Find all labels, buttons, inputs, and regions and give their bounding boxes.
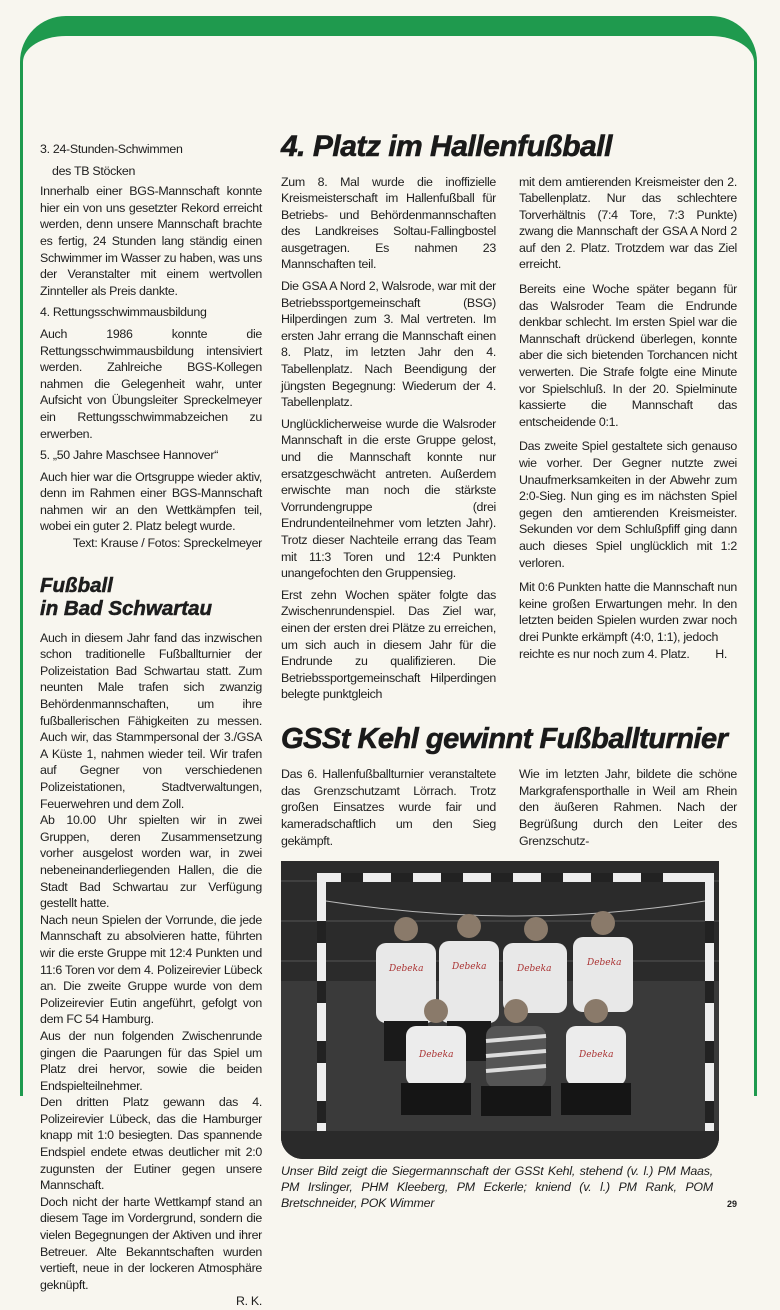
item5-title: 5. „50 Jahre Maschsee Hannover“ — [40, 448, 219, 463]
right-area — [281, 130, 737, 1211]
kehl-columns — [281, 766, 737, 849]
team-photo-image — [281, 861, 719, 1159]
photo-caption: Unser Bild zeigt die Siegermannschaft der GSSt Kehl, stehend (v. l.) PM Maas, PM Irslinger, PHM Kleeberg, PM Eckerle; kniend (v. l.) PM Rank, POM Bretschneider, POK Wimmer — [281, 1164, 713, 1211]
item5-text: Auch hier war die Ortsgruppe wieder aktiv, denn im Rahmen einer BGS-Mannschaft nahmen wir an den Wettkämpfen teil, wobei ein guter 2. Platz belegt wurde. — [40, 469, 262, 534]
team-photo — [281, 861, 719, 1159]
paragraph: Auch in diesem Jahr fand das inzwischen schon traditionelle Fußballturnier der Polizeistation Bad Schwartau statt. Zum neunten Male trafen sich zwanzig Behördenmannschaften, um ihre fußballerischen Fähigkeiten zu messen. Auch wir, das Stammpersonal der 3./GSA A Küste 1, nahmen wieder teil. Wir trafen auf Gegner von verschiedenen Polizeistationen, Stadtverwaltungen, Feuerwehren und dem Zoll. — [40, 630, 262, 811]
paragraph: Wie im letzten Jahr, bildete die schöne Markgrafensporthalle in Weil am Rhein den äußeren Rahmen. Nach der Begrüßung durch den Leiter des Grenzschutz- — [519, 767, 737, 848]
paragraph: Aus der nun folgenden Zwischenrunde gingen die Paarungen für das Spiel um Platz drei hervor, sowie die beiden Endspielteilnehmer. — [40, 1028, 262, 1093]
hallenfussball-col1 — [281, 174, 496, 703]
hallenfussball-col2 — [519, 174, 737, 703]
svg-text:Debeka: Debeka — [452, 962, 487, 973]
item3-title: 3. 24-Stunden-Schwimmen — [40, 142, 183, 156]
item3-text: Innerhalb einer BGS-Mannschaft konnte hier ein von uns gesetzter Rekord erreicht werden, denn unsere Mannschaft brachte es fertig, 24 Stunden lang ständig einen Schwimmer im Wasser zu haben, was uns der Veranstalter mit einem wertvollen Zinnteller als Preis dankte. — [40, 184, 262, 298]
caption-row — [281, 1159, 737, 1211]
svg-text:Debeka: Debeka — [389, 964, 424, 975]
title-line-2: in Bad Schwartau — [40, 596, 213, 620]
text: reichte es nur noch zum 4. Platz. — [519, 646, 690, 661]
paragraph: Bereits eine Woche später begann für das Walsroder Team die Endrunde denkbar schlecht. Im ersten Spiel war die Mannschaft drückend überlegen, konnte aber die sich bietenden Torchancen nicht verwerten. Die Strafe folgte eine Minute vor Spielschluß. In der 20. Spielminute kassierte die Mannschaft das entscheidende 0:1. — [519, 282, 737, 429]
paragraph: Die GSA A Nord 2, Walsrode, war mit der Betriebssportgemeinschaft (BSG) Hilperdingen zum 3. Mal vertreten. Im ersten Jahr errang die Mannschaft einen 8. Platz, im letzten Jahr den 4. Tabellenplatz. Nach Beendigung der jüngsten Begegnung: Wiederum der 4. Tabellenplatz. — [281, 279, 496, 410]
paragraph: Mit 0:6 Punkten hatte die Mannschaft nun keine großen Erwartungen mehr. In den letzten beiden Spielen wurden zwar noch drei Punkte erkämpft (4:0, 1:1), jedoch — [519, 580, 737, 644]
item4-text: Auch 1986 konnte die Rettungsschwimmausbildung intensiviert werden. Zahlreiche BGS-Kollegen nahmen die Gelegenheit wahr, unter Aufsicht von Übungsleiter Spreckelmeyer ein Rettungsschwimmabzeichen zu erwerben. — [40, 326, 262, 441]
paragraph: Das zweite Spiel gestaltete sich genauso wie vorher. Der Gegner nutzte zwei Unaufmerksamkeiten in der Abwehr zum 2:0-Sieg. Nun ging es im nächsten Spiel gegen den amtierenden Kreismeister. Sekunden vor dem Schlußpfiff ging dann auch dieses Spiel unglücklich mit 1:2 verloren. — [519, 439, 737, 570]
kehl-col1 — [281, 766, 496, 849]
kehl-col2 — [519, 766, 737, 849]
paragraph: Ab 10.00 Uhr spielten wir in zwei Gruppen, deren Zusammensetzung vorher ausgelost worden war, in zwei nebeneinanderliegenden Hallen, die die Stadt Bad Schwartau zur Verfügung gestellt hatte. — [40, 813, 262, 911]
paragraph: Doch nicht der harte Wettkampf stand an diesem Tage im Vordergrund, sondern die vielen Begegnungen der Aktiven und ihrer Betreuer. Alte Bekanntschaften wurden vertieft, neue in der lockeren Atmosphäre geknüpft. — [40, 1194, 262, 1292]
svg-text:Debeka: Debeka — [517, 964, 552, 975]
svg-text:Debeka: Debeka — [587, 958, 622, 969]
title-line-1: Fußball — [40, 573, 113, 597]
left-column — [40, 141, 262, 1310]
signature: R. K. — [235, 1294, 262, 1309]
article-title-hallenfussball: 4. Platz im Hallenfußball — [281, 130, 612, 163]
signature: H. — [715, 646, 727, 661]
last-line — [519, 646, 737, 663]
paragraph: mit dem amtierenden Kreismeister den 2. Tabellenplatz. Nur das schlechtere Torverhältnis (7:4 Tore, 7:3 Punkte) zwang die Mannschaft der GSA A Nord 2 auf den 2. Platz. Trotzdem war das Ziel erreicht. — [519, 174, 737, 272]
paragraph: Das 6. Hallenfußballturnier veranstaltete das Grenzschutzamt Lörrach. Trotz großen Einsatzes wurde fair und kameradschaftlich um den Sieg gekämpft. — [281, 767, 496, 848]
credits: Text: Krause / Fotos: Spreckelmeyer — [72, 536, 262, 551]
paragraph: Nach neun Spielen der Vorrunde, die jede Mannschaft zu absolvieren hatte, führten wir die erste Gruppe mit 12:4 Punkten und 11:6 Toren vor dem 4. Polizeirevier Lübeck an. Die zweite Gruppe wurde von dem Polizeirevier Eutin angeführt, gefolgt von dem FC 54 Hamburg. — [40, 912, 262, 1027]
svg-text:Debeka: Debeka — [579, 1050, 614, 1061]
schwartau-body — [40, 630, 262, 1310]
svg-text:Debeka: Debeka — [419, 1050, 454, 1061]
paragraph: Den dritten Platz gewann das 4. Polizeirevier Lübeck, das die Hamburger knapp mit 1:0 besiegten. Das spannende Endspiel endete etwas deutlicher mit 2:0 zugunsten der Eutiner gegen unsere Mannschaft. — [40, 1095, 262, 1193]
item4-title: 4. Rettungsschwimmausbildung — [40, 305, 207, 320]
paragraph: Erst zehn Wochen später folgte das Zwischenrundenspiel. Das Ziel war, einen der ersten drei Plätze zu erreichen, um sich auch in diesem Jahr für die Endrunde zu qualifizieren. Die Betriebssportgemeinschaft Hilperdingen belegte punktgleich — [281, 587, 496, 702]
paragraph: Unglücklicherweise wurde die Walsroder Mannschaft in die erste Gruppe gelost, und die Mannschaft konnte nur ersatzgeschwächt antreten. Außerdem erwischte man noch die stärkste Vorrundengruppe (drei Endrundenteilnehmer vom letzten Jahr). Trotz dieser Nachteile errang das Team mit 11:3 Toren und 12:4 Punkten unangefochten den Gruppensieg. — [281, 416, 496, 581]
item3-title-line2: des TB Stöcken — [52, 163, 136, 178]
article-title-kehl: GSSt Kehl gewinnt Fußballturnier — [281, 722, 728, 755]
paragraph: Zum 8. Mal wurde die inoffizielle Kreismeisterschaft im Hallenfußball für Betriebs- und Behördenmannschaften des Landkreises Soltau-Fallingbostel ausgetragen. Es nahmen 23 Mannschaften teil. — [281, 174, 496, 272]
article-title-schwartau — [40, 574, 262, 620]
page-number: 29 — [726, 1199, 737, 1210]
hallenfussball-columns — [281, 174, 737, 703]
